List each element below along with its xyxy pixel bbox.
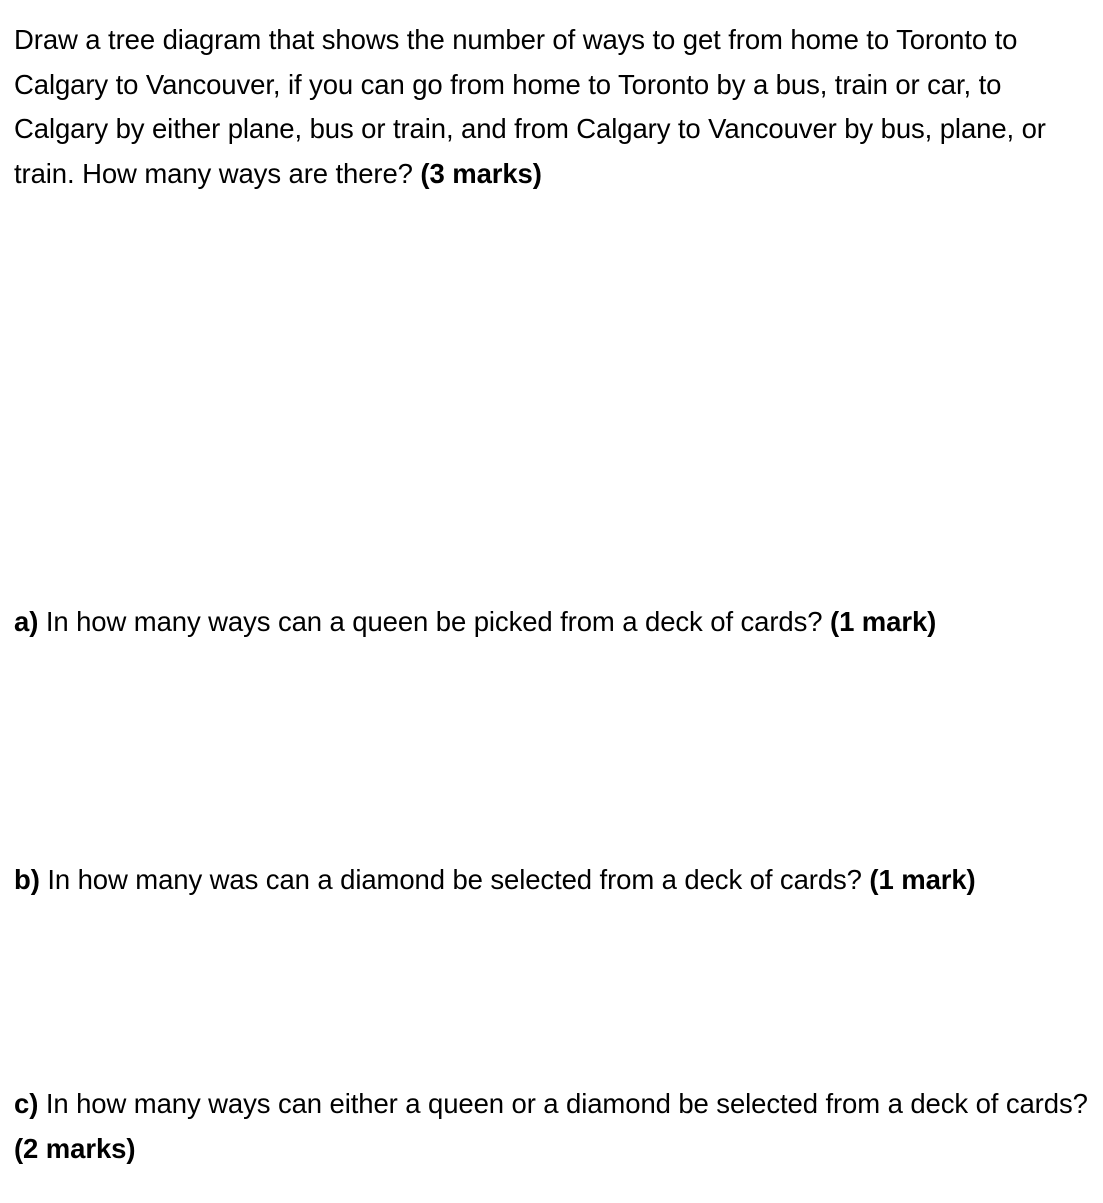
question-tree-diagram bbox=[14, 18, 1099, 196]
marks-label: (1 mark) bbox=[830, 606, 937, 637]
marks-label: (2 marks) bbox=[14, 1132, 136, 1164]
question-label: c) bbox=[14, 1088, 39, 1119]
marks-label: (1 mark) bbox=[869, 864, 976, 895]
question-a bbox=[14, 600, 1099, 645]
question-text: In how many ways can either a queen or a diamond be selected from a deck of cards? bbox=[45, 1088, 1088, 1119]
question-text: In how many ways can a queen be picked from a deck of cards? bbox=[45, 606, 823, 637]
marks-label: (3 marks) bbox=[420, 157, 542, 189]
question-text: Draw a tree diagram that shows the number of ways to get from home to Toronto to Calgary to Vancouver, if you can go from home to Toronto by a bus, train or car, to Calgary by either plane, bus or train, and from Calgary to Vancouver by bus, plane, or train. How many ways are there? bbox=[14, 24, 1046, 189]
question-label: b) bbox=[14, 864, 40, 895]
question-b bbox=[14, 858, 1099, 903]
question-text: In how many was can a diamond be selected from a deck of cards? bbox=[47, 864, 862, 895]
question-label: a) bbox=[14, 606, 39, 637]
question-c bbox=[14, 1082, 1099, 1171]
